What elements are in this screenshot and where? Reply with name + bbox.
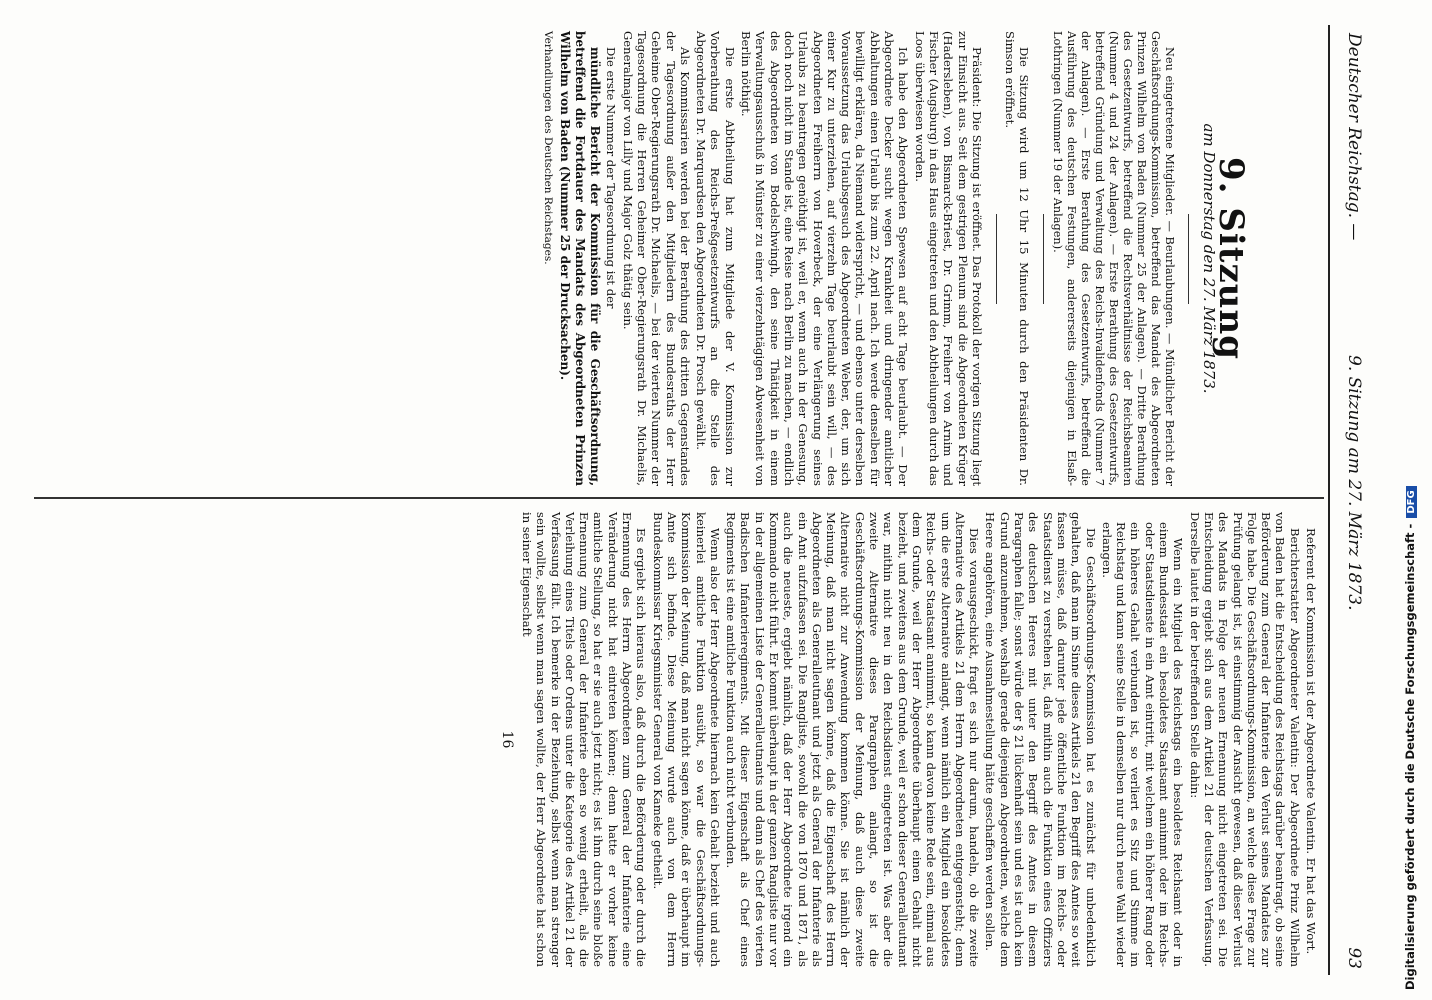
header-rule [1328, 25, 1330, 975]
title-rule [1188, 214, 1189, 304]
session-title: 9. Sitzung [1211, 156, 1251, 361]
header-session: 9. Sitzung am 27. März 1873. [1344, 355, 1364, 611]
quoted-article: Wenn ein Mitglied des Reichstags ein besoldetes Reichsamt oder in einem Bundesstaat ein besoldetes Staatsamt annimmt oder im Reichs- oder Staatsdienste in ein Amt eintritt, mit welchem ein höherer Rang oder ein höheres Gehalt verbunden ist, so verliert es Sitz und Stimme im Reichstag und kann seine Stelle in demselben nur durch neue Wahl wieder erlangen. [1099, 522, 1186, 967]
paragraph: Die erste Abtheilung hat zum Mitgliede der V. Kommission zur Vorberathung des Reichs-Preßgesetzentwurfs an die Stelle des Abgeordneten Dr. Marquardsen den Abgeordneten Dr. Prosch gewählt. [694, 31, 737, 486]
paragraph: Wenn also der Herr Abgeordnete hiernach kein Gehalt bezieht und auch keinerlei amtliche Funktion ausübt, so war die Geschäftsordnungs-Kommission der Meinung, daß man nicht sagen könne, daß er überhaupt im Amte sich befinde. Diese Meinung wurde auch von dem Herrn Bundeskommissar Kriegsminister General von Kameke getheilt. [650, 512, 722, 967]
agenda-summary: Neu eingetretene Mitglieder. — Beurlaubungen. — Mündlicher Bericht der Geschäftsordnungs-Kommission, betreffend das Mandat des Abgeordneten Prinzen Wilhelm von Baden (Nummer 25 der Anlagen). — Dritte Berathung des Gesetzentwurfs, betreffend die Rechtsverhältnisse der Reichsbeamten (Nummer 4 und 24 der Anlagen). — Erste Berathung des Gesetzentwurfs, betreffend Gründung und Verwaltung des Reichs-Invalidenfonds (Nummer 7 der Anlagen). — Erste Berathung des Gesetzentwurfs, betreffend die Ausführung des deutschen Festungen, andererseits diejenigen in Elsaß-Lothringen (Nummer 19 der Anlagen). [1051, 31, 1177, 486]
paragraph: Dies vorausgeschickt, fragt es sich nur darum, handeln, ob die zweite Alternative des Artikels 21 dem Herrn Abgeordneten entgegensteht; denn um die erste Alternative anlangt, wenn nämlich ein Mitglied ein besoldetes Reichs- oder Staatsamt annimmt, so kann davon keine Rede sein, einmal aus dem Grunde, weil der Herr Abgeordnete überhaupt einen Gehalt nicht bezieht, und zweitens aus dem Grunde, weil er schon dieser Generalleutnant war, mithin nicht neu in den Reichsdienst eingetreten ist. Was aber die zweite Alternative dieses Paragraphen anlangt, so ist die Geschäftsordnungs-Kommission der Meinung, daß auch diese zweite Alternative nicht zur Anwendung kommen könne. Sie ist nämlich der Meinung, daß man nicht sagen könne, daß die Eigenschaft des Herrn Abgeordneten als Generalleutnant und jetzt als General der Infanterie als ein Amt aufzufassen sei. Die Rangliste, sowohl die von 1870 und 1871, als auch die neueste, ergiebt nämlich, daß der Herr Abgeordnete irgend ein Kommando nicht führt. Er kommt überhaupt in der ganzen Rangliste nur vor in der allgemeinen Liste der Generalleutnants und dann als Chef des vierten Badischen Infanterieregiments. Mit dieser Eigenschaft als Chef eines Regiments ist eine amtliche Funktion auch nicht verbunden. [724, 512, 982, 967]
paragraph: Ich habe den Abgeordneten Spewsen auf acht Tage beurlaubt. — Der Abgeordnete Decker sucht wegen Krankheit und dringender amtlicher Abhaltungen einen Urlaub bis zum 22. April nach. Ich werde denselben für bewilligt erklären, da Niemand widerspricht, — und ebenso unter derselben Voraussetzung das Urlaubsgesuch des Abgeordneten Weber, der, um sich einer Kur zu unterziehen, auf vierzehn Tage beurlaubt sein will, — des Abgeordneten Freiherrn von Hoverbeck, der eine Verlängerung seines Urlaubs zu beantragen genöthigt ist, weil er, wenn auch in der Genesung, doch noch nicht im Stande ist, eine Reise nach Berlin zu machen, — endlich des Abgeordneten von Bodelschwingh, den seine Thätigkeit in einem Verwaltungsausschuß in Münster zu einer vierzehntägigen Abwesenheit von Berlin nöthigt. [739, 31, 911, 486]
paragraph: Referent der Kommission ist der Abgeordnete Valentin. Er hat das Wort. [1304, 528, 1318, 955]
left-column [539, 31, 1318, 486]
column-divider [34, 497, 1324, 499]
agenda-item-heading: mündliche Bericht der Kommission für die Geschäftsordnung, betreffend die Fortdauer des Mandats des Abgeordneten Prinzen Wilhelm von Baden (Nummer 25 der Drucksachen). [558, 31, 603, 486]
header-left: Deutscher Reichstag. — [1344, 33, 1364, 241]
session-date: am Donnerstag den 27. März 1873. [1199, 123, 1218, 394]
paragraph: Die erste Nummer der Tagesordnung ist der [604, 47, 619, 309]
paragraph: Als Kommissarien werden bei der Berathung des dritten Gegenstandes der Tagesordnung außer den Mitgliedern des Bundesraths der Herr Geheime Ober-Regierungsrath Dr. Michaelis, — bei der vierten Nummer der Tagesordnung die Herren Geheimer Ober-Regierungsrath Dr. Michaelis, Generalmajor von Lilly und Major Golz thätig sein. [620, 31, 692, 486]
opening-paragraph: Die Sitzung wird um 12 Uhr 15 Minuten durch den Präsidenten Dr. Simson eröffnet. [1003, 31, 1032, 486]
rotated-page-content [20, 25, 1370, 975]
credit-text: Digitalisierung gefördert durch die Deutsche Forschungsgemeinschaft - [1403, 523, 1417, 990]
paragraph: Berichterstatter Abgeordneter Valentin: Der Abgeordnete Prinz Wilhelm von Baden hat die Entscheidung des Reichstags darüber beantragt, ob seine Beförderung zum General der Infanterie den Verlust seines Mandates zur Folge habe. Die Geschäftsordnungs-Kommission, an welche diese Frage zur Prüfung gelangt ist, ist einstimmig der Ansicht gewesen, daß dieser Verlust des Mandats in Folge der neuen Ernennung nicht eingetreten sei. Die Entscheidung ergiebt sich aus dem Artikel 21 der deutschen Verfassung. Derselbe lautet in der betreffenden Stelle dahin: [1187, 512, 1302, 967]
opening-rule [996, 214, 997, 304]
signature-mark: 16 [498, 730, 515, 749]
paragraph: Es ergiebt sich hieraus also, daß durch die Beförderung oder durch die Ernennung des Herrn Abgeordneten zum General der Infanterie eine Veränderung nicht hat eintreten können; denn hatte er vorher keine amtliche Stellung, so hat er sie auch jetzt nicht; es ist ihm durch seine bloße Ernennung zum General der Infanterie eben so wenig ertheilt, als die Verleihung eines Titels oder Ordens unter die Kategorie des Artikel 21 der Verfassung fällt. Ich bemerke in der Beziehung, selbst wenn man strenger sein wollte, selbst wenn man sagen wollte, der Herr Abgeordnete hat schon in seiner Eigenschaft [519, 512, 649, 967]
summary-rule [1043, 214, 1044, 304]
paragraph: Präsident: Die Sitzung ist eröffnet. Das Protokoll der vorigen Sitzung liegt zur Einsicht aus. Seit dem gestrigen Plenum sind die Abgeordneten Krüger (Hadersleben), von Bismarck-Briest, Dr. Grimm, Freiherr von Arnim und Fischer (Augsburg) in das Haus eingetreten und den Abtheilungen durch das Loos überwiesen worden. [912, 31, 984, 486]
paragraph: Die Geschäftsordnungs-Kommission hat es zunächst für unbedenklich gehalten, daß man im Sinne dieses Artikels 21 den Begriff des Amtes so weit fassen müsse, daß darunter jede öffentliche Funktion im Reichs- oder Staatsdienst zu verstehen ist, daß mithin auch die Funktion eines Offiziers des deutschen Heeres mit unter den Begriff des Amtes in diesem Paragraphen falle; sonst würde der § 21 lückenhaft sein und es ist auch kein Grund anzunehmen, weshalb gerade diejenigen Abgeordneten, welche dem Heere angehören, eine Ausnahmestellung hätte geschaffen werden sollen. [983, 512, 1098, 967]
digitization-credit [1403, 486, 1417, 990]
running-header [1330, 25, 1370, 975]
dfg-logo: DFG [1406, 486, 1417, 517]
page-footer-left: Verhandlungen des Deutschen Reichstages. [542, 31, 555, 265]
page-number: 93 [1344, 947, 1364, 969]
right-column [499, 512, 1318, 967]
